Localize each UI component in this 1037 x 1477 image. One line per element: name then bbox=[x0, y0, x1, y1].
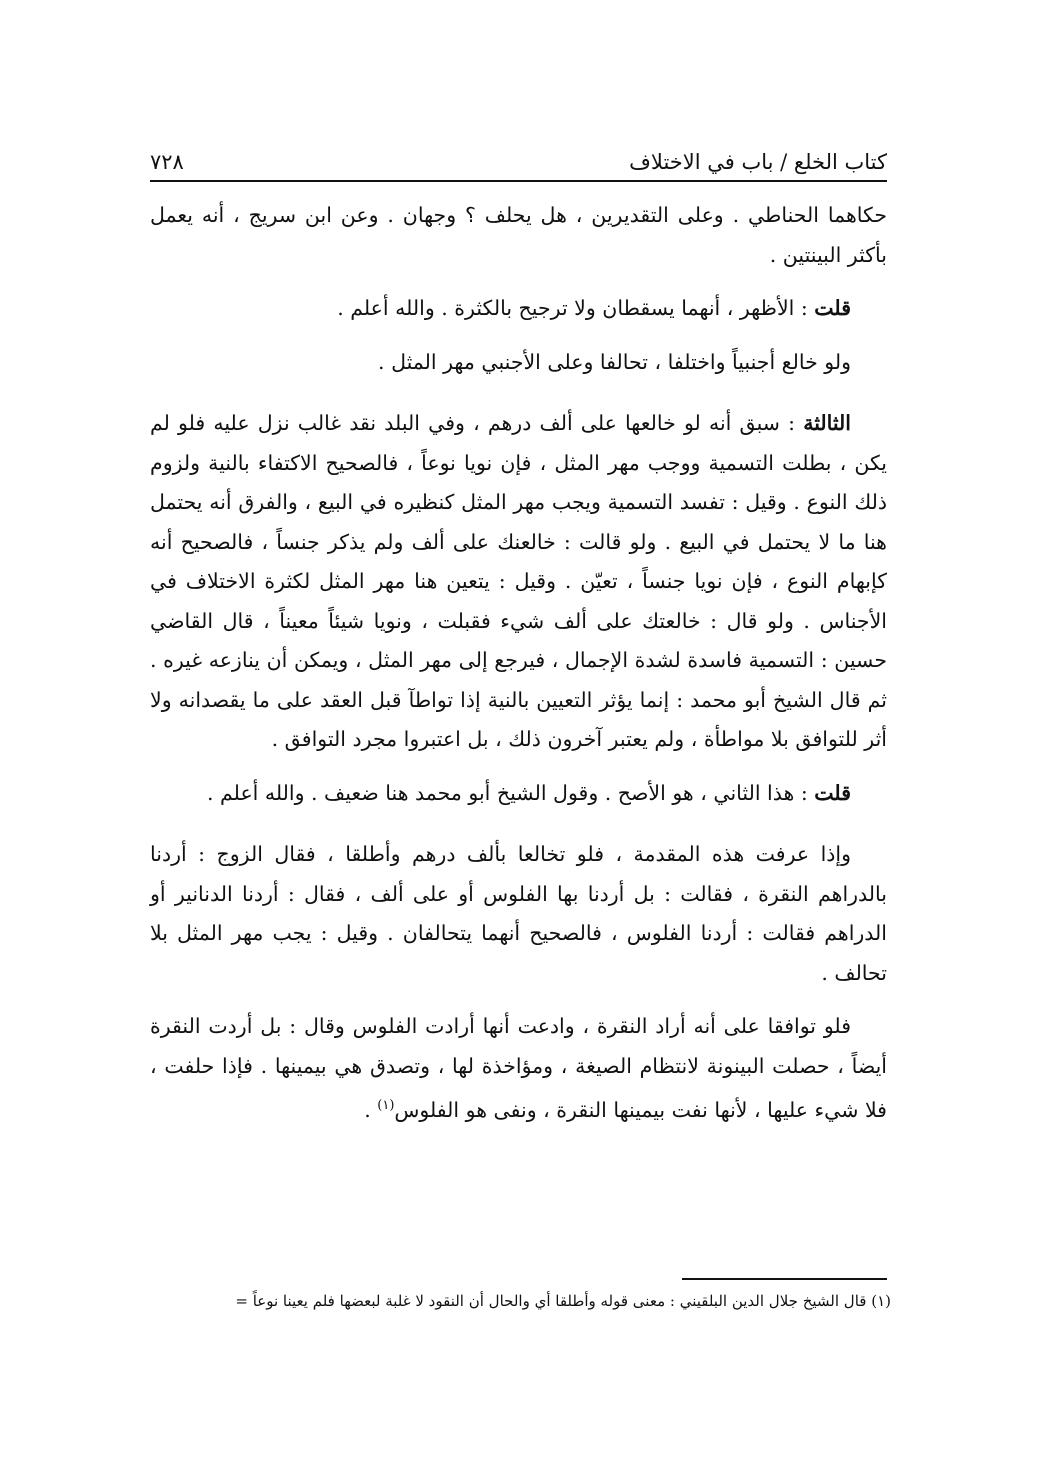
paragraph-text: : هذا الثاني ، هو الأصح . وقول الشيخ أبو محمد هنا ضعيف . والله أعلم . bbox=[206, 780, 815, 805]
paragraph bbox=[150, 289, 887, 329]
paragraph bbox=[150, 404, 887, 760]
paragraph bbox=[150, 774, 887, 814]
paragraph bbox=[150, 196, 887, 275]
footnote-rule bbox=[682, 1278, 887, 1280]
paragraph-text: ولو خالع أجنبياً واختلفا ، تحالفا وعلى الأجنبي مهر المثل . bbox=[378, 349, 851, 374]
header-rule bbox=[150, 180, 887, 182]
paragraph bbox=[150, 343, 887, 383]
running-title: كتاب الخلع / باب في الاختلاف bbox=[629, 150, 887, 174]
footnote-number: (١) bbox=[871, 1292, 891, 1310]
paragraph-text: وإذا عرفت هذه المقدمة ، فلو تخالعا بألف درهم وأطلقا ، فقال الزوج : أردنا بالدراهم النقرة ، فقالت : بل أردنا بها الفلوس أو على ألف ، فقال : أردنا الدنانير أو الدراهم فقالت : أردنا الفلوس ، فالصحيح أنهما يتحالفان . وقيل : يجب مهر المثل بلا تحالف . bbox=[150, 842, 887, 985]
paragraph-text: حكاهما الحناطي . وعلى التقديرين ، هل يحلف ؟ وجهان . وعن ابن سريج ، أنه يعمل بأكثر البينتين . bbox=[150, 203, 887, 267]
footnote-text: قال الشيخ جلال الدين البلقيني : معنى قوله وأطلقا أي والحال أن النقود لا غلبة لبعضها فلم يعينا نوعاً bbox=[252, 1292, 867, 1310]
paragraph-tail: . bbox=[364, 1097, 378, 1122]
paragraph-text: : الأظهر ، أنهما يسقطان ولا ترجيح بالكثرة . والله أعلم . bbox=[337, 296, 815, 320]
paragraph-text: : سبق أنه لو خالعها على ألف درهم ، وفي البلد نقد غالب نزل عليه فلو لم يكن ، بطلت التسمية ووجب مهر المثل ، فإن نويا نوعاً ، فالصحيح الاكتفاء بالنية ولزوم ذلك النوع . وقيل : تفسد التسمية ويجب مهر المثل كنظيره في البيع ، والفرق أنه يحتمل هنا ما لا يحتمل في البيع . ولو قالت : خالعنك على ألف ولم يذكر جنساً ، فالصحيح أنه كإبهام النوع ، فإن نويا جنساً ، تعيّن . وقيل : يتعين هنا مهر المثل لكثرة الاختلاف في الأجناس . ولو قال : خالعتك على ألف شيء فقبلت ، ونويا شيئاً معيناً ، قال القاضي حسين : التسمية فاسدة لشدة الإجمال ، فيرجع إلى مهر المثل ، ويمكن أن ينازعه غيره . ثم قال الشيخ أبو محمد : إنما يؤثر التعيين بالنية إذا تواطآ قبل العقد على ما يقصدانه ولا أثر للتوافق بلا مواطأة ، ولم يعتبر آخرون ذلك ، بل اعتبروا مجرد التوافق . bbox=[150, 411, 887, 751]
footnote bbox=[150, 1288, 891, 1314]
main-text bbox=[150, 196, 887, 1130]
page-number: ٧٢٨ bbox=[150, 150, 184, 174]
paragraph-text: فلو توافقا على أنه أراد النقرة ، وادعت أنها أرادت الفلوس وقال : بل أردت النقرة أيضاً ، حصلت البينونة لانتظام الصيغة ، ومؤاخذة لها ، وتصدق هي بيمينها . فإذا حلفت ، فلا شيء عليها ، لأنها نفت بيمينها النقرة ، ونفى هو الفلوس bbox=[150, 1014, 887, 1122]
footnote-reference: (١) bbox=[377, 1098, 395, 1113]
paragraph bbox=[150, 835, 887, 993]
footnote-continuation-mark: = bbox=[235, 1292, 248, 1310]
paragraph-lead: قلت bbox=[814, 780, 851, 805]
paragraph bbox=[150, 1007, 887, 1130]
page-header bbox=[150, 130, 887, 174]
paragraph-lead: الثالثة bbox=[803, 411, 851, 435]
paragraph-lead: قلت bbox=[814, 296, 851, 320]
